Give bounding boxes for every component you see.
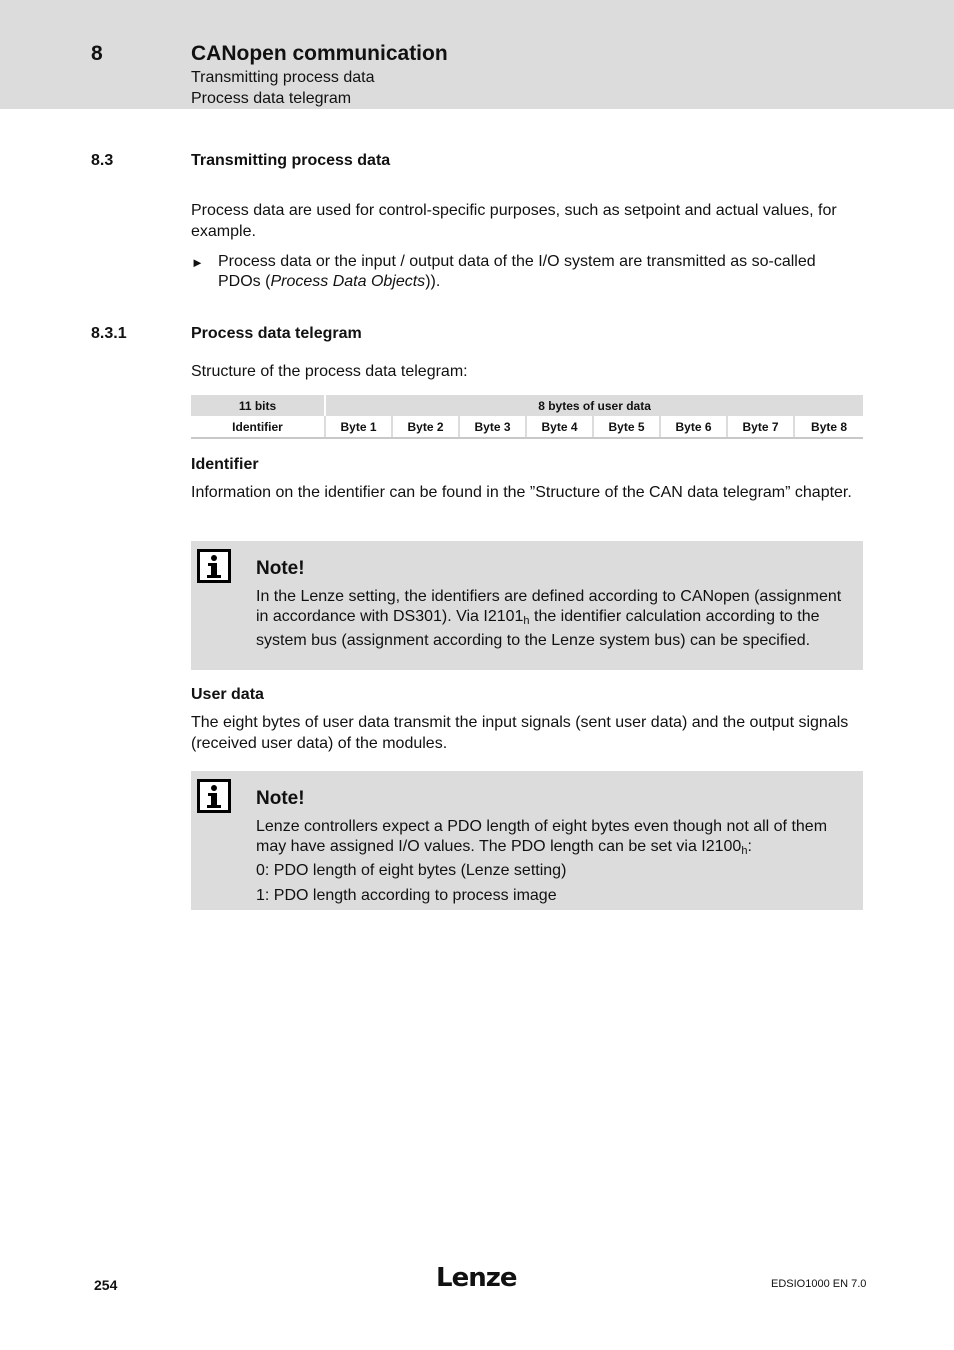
chapter-subtitle-1: Transmitting process data xyxy=(191,69,375,86)
telegram-table xyxy=(191,395,863,439)
telegram-cell-byte: Byte 7 xyxy=(727,416,794,438)
info-icon xyxy=(197,779,231,813)
section-number: 8.3 xyxy=(91,152,114,169)
page-number: 254 xyxy=(94,1277,118,1293)
subsection-intro: Structure of the process data telegram: xyxy=(191,363,468,380)
subsection-title: Process data telegram xyxy=(191,325,362,342)
document-id: EDSIO1000 EN 7.0 xyxy=(771,1278,867,1290)
chapter-subtitle-2: Process data telegram xyxy=(191,90,352,107)
section-intro: Process data are used for control-specific purposes, such as setpoint and actual values, for example. xyxy=(191,202,837,240)
user-data-heading: User data xyxy=(191,686,264,703)
chapter-number: 8 xyxy=(91,42,103,65)
telegram-header-bits: 11 bits xyxy=(191,395,325,416)
telegram-cell-byte: Byte 8 xyxy=(794,416,863,438)
note-text: Lenze controllers expect a PDO length of eight bytes even though not all of them may have assigned I/O values. The PDO length can be set via $I2100_h$: xyxy=(256,818,828,857)
note-box-user-data xyxy=(191,771,863,910)
user-data-text: The eight bytes of user data transmit the input signals (sent user data) and the output signals (received user data) of the modules. xyxy=(191,714,849,752)
telegram-cell-byte: Byte 2 xyxy=(392,416,459,438)
chapter-title: CANopen communication xyxy=(191,42,448,65)
chapter-header-band xyxy=(0,0,954,109)
identifier-text: Information on the identifier can be found in the ”Structure of the CAN data telegram” chapter. xyxy=(191,484,852,501)
telegram-cell-byte: Byte 1 xyxy=(325,416,392,438)
telegram-cell-identifier: Identifier xyxy=(191,416,325,438)
info-icon xyxy=(197,549,231,583)
note-text: In the Lenze setting, the identifiers are defined according to CANopen (assignment in accordance with DS301). Via $I2101_h$ the identifier calculation according to the system bus (assignment according to the Lenze system bus) can be specified. xyxy=(256,588,842,649)
section-title: Transmitting process data xyxy=(191,152,391,169)
telegram-cell-byte: Byte 5 xyxy=(593,416,660,438)
note-option-0: 0: PDO length of eight bytes (Lenze setting) xyxy=(256,862,567,879)
bullet-text: Process data or the input / output data of the I/O system are transmitted as so-called PDOs (Process Data Objects)). xyxy=(218,253,816,290)
telegram-cell-byte: Byte 6 xyxy=(660,416,727,438)
note-title: Note! xyxy=(256,558,305,579)
subsection-number: 8.3.1 xyxy=(91,325,127,342)
note-title: Note! xyxy=(256,788,305,809)
note-option-1: 1: PDO length according to process image xyxy=(256,887,557,904)
telegram-cell-byte: Byte 4 xyxy=(526,416,593,438)
telegram-cell-byte: Byte 3 xyxy=(459,416,526,438)
bullet-arrow-icon: ► xyxy=(191,255,204,270)
telegram-header-user-data: 8 bytes of user data xyxy=(325,395,863,416)
identifier-heading: Identifier xyxy=(191,456,259,473)
lenze-logo: Lenze xyxy=(436,1263,517,1293)
note-box-identifier xyxy=(191,541,863,670)
